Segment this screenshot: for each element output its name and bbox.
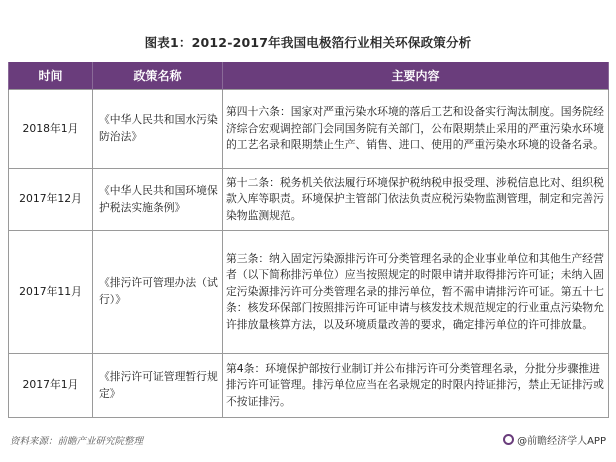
table-header-row <box>9 62 609 90</box>
header-policy-name: 政策名称 <box>93 62 223 90</box>
chart-title: 图表1：2012-2017年我国电极箔行业相关环保政策分析 <box>144 35 472 50</box>
table-row <box>9 169 609 231</box>
cell-policy-name: 《中华人民共和国环境保护税法实施条例》 <box>93 169 223 231</box>
cell-content: 第三条：纳入固定污染源排污许可分类管理名录的企业事业单位和其他生产经营者（以下简称排污单位）应当按照规定的时限申请并取得排污许可证；未纳入固定污染源排污许可分类管理名录的排污单位，暂不需申请排污许可证。第五十七条：核发环保部门按照排污许可证申请与核发技术规范规定的行业重点污染物允许排放量核算方法，以及环境质量改善的要求，确定排污单位的许可排放量。 <box>223 231 609 354</box>
brand-logo <box>503 432 606 447</box>
cell-policy-name: 《排污许可证管理暂行规定》 <box>93 354 223 418</box>
cell-time: 2017年1月 <box>9 354 93 418</box>
cell-content: 第十二条：税务机关依法履行环境保护税纳税申报受理、涉税信息比对、组织税款入库等职责。环境保护主管部门依法负责应税污染物监测管理，制定和完善污染物监测规范。 <box>223 169 609 231</box>
table-row <box>9 354 609 418</box>
cell-time: 2017年11月 <box>9 231 93 354</box>
table-row <box>9 90 609 169</box>
logo-text: @前瞻经济学人APP <box>517 436 606 447</box>
table-row <box>9 231 609 354</box>
cell-policy-name: 《中华人民共和国水污染防治法》 <box>93 90 223 169</box>
header-main-content: 主要内容 <box>223 62 609 90</box>
cell-time: 2018年1月 <box>9 90 93 169</box>
watermark: ​ <box>71 122 89 153</box>
cell-content: 第四十六条：国家对严重污染水环境的落后工艺和设备实行淘汰制度。国务院经济综合宏观调控部门会同国务院有关部门，公布限期禁止采用的严重污染水环境的工艺名录和限期禁止生产、销售、进口、使用的严重污染水环境的设备名录。 <box>223 90 609 169</box>
source-note: 资料来源：前瞻产业研究院整理 <box>10 436 144 447</box>
cell-policy-name: 《排污许可管理办法（试行）》 <box>93 231 223 354</box>
logo-icon <box>503 434 514 445</box>
cell-content: 第4条：环境保护部按行业制订并公布排污许可分类管理名录，分批分步骤推进排污许可证管理。排污单位应当在名录规定的时限内持证排污，禁止无证排污或不按证排污。 <box>223 354 609 418</box>
policy-table <box>8 62 609 418</box>
header-time: 时间 <box>9 62 93 90</box>
cell-time: 2017年12月 <box>9 169 93 231</box>
